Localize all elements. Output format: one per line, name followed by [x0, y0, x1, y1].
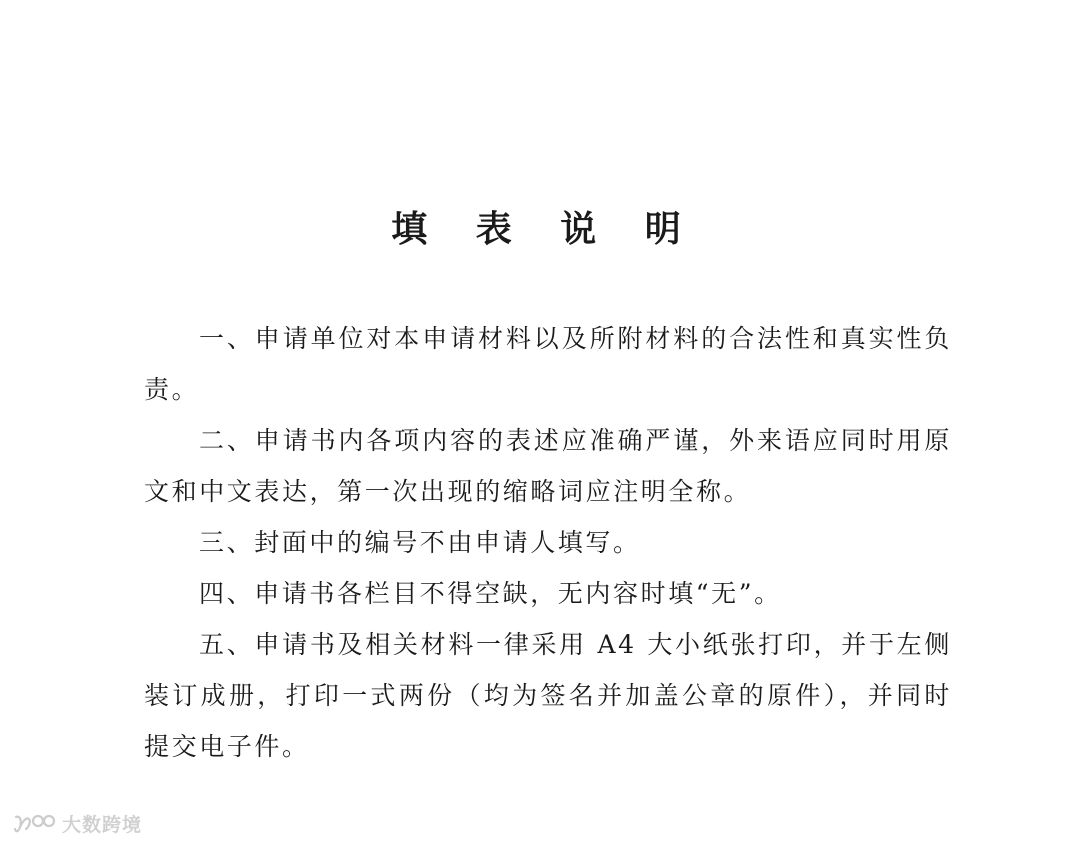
- watermark-text: 大数跨境: [62, 814, 143, 836]
- instruction-paragraph-5: 五、申请书及相关材料一律采用 A4 大小纸张打印，并于左侧装订成册，打印一式两份（均为签名并加盖公章的原件），并同时提交电子件。: [144, 630, 952, 761]
- instruction-paragraph-4: 四、申请书各栏目不得空缺，无内容时填“无”。: [199, 579, 782, 608]
- instruction-paragraph-2: 二、申请书内各项内容的表述应准确严谨，外来语应同时用原文和中文表达，第一次出现的缩略词应注明全称。: [144, 426, 952, 506]
- instructions-body: [144, 313, 952, 772]
- wechat-channel-logo-icon: [12, 811, 56, 837]
- instruction-paragraph-3: 三、封面中的编号不由申请人填写。: [199, 528, 641, 557]
- watermark: [12, 810, 142, 837]
- instruction-paragraph-1: 一、申请单位对本申请材料以及所附材料的合法性和真实性负责。: [144, 324, 952, 404]
- document-title: 填 表 说 明: [391, 209, 699, 250]
